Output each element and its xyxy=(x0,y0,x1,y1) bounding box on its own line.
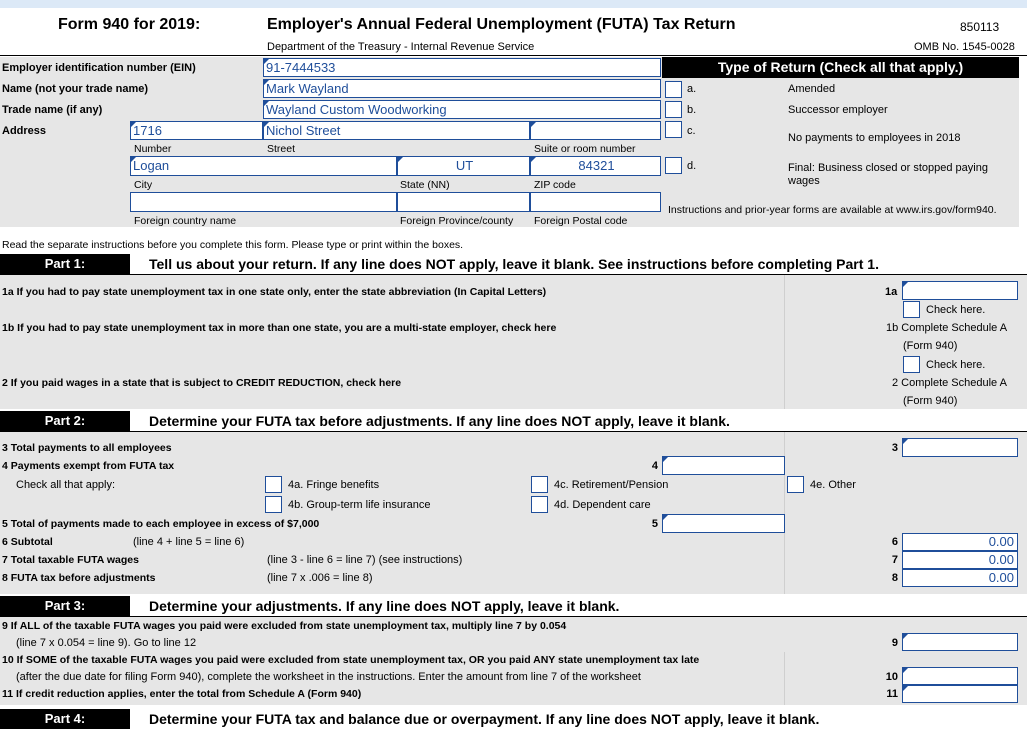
line3-field[interactable] xyxy=(902,438,1018,457)
option-b-text: Successor employer xyxy=(788,104,888,116)
line6-text: 6 Subtotal xyxy=(2,536,53,548)
line9-field[interactable] xyxy=(902,633,1018,651)
name-label: Name (not your trade name) xyxy=(2,83,149,95)
line2-text: 2 If you paid wages in a state that is subject to CREDIT REDUCTION, check here xyxy=(2,377,402,389)
line10-subtext: (after the due date for filing Form 940), complete the worksheet in the instructions. Enter the amount from line 7 of the worksheet xyxy=(16,671,641,683)
part2-label: Part 2: xyxy=(0,411,130,431)
line5-text: 5 Total of payments made to each employee in excess of $7,000 xyxy=(2,518,320,530)
ein-field[interactable]: 91-7444533 xyxy=(263,58,661,77)
header-rule xyxy=(0,55,1027,56)
line7-formula: (line 3 - line 6 = line 7) (see instructions) xyxy=(267,554,463,566)
form-code: 850113 xyxy=(960,20,1000,34)
opt4d-label: 4d. Dependent care xyxy=(554,499,651,511)
foreign-country-caption: Foreign country name xyxy=(134,215,237,227)
line9-subtext: (line 7 x 0.054 = line 9). Go to line 12 xyxy=(16,637,197,649)
line11-text: 11 If credit reduction applies, enter the total from Schedule A (Form 940) xyxy=(2,688,362,700)
line6-formula: (line 4 + line 5 = line 6) xyxy=(133,536,245,548)
trade-field[interactable]: Wayland Custom Woodworking xyxy=(263,100,661,119)
line2-right: 2 Complete Schedule A xyxy=(892,377,1007,389)
line8-num: 8 xyxy=(891,572,898,584)
part1-divider xyxy=(784,275,785,409)
amended-checkbox[interactable] xyxy=(665,81,682,98)
opt4b-label: 4b. Group-term life insurance xyxy=(288,499,431,511)
line10-text: 10 If SOME of the taxable FUTA wages you paid were excluded from state unemployment tax, OR you paid ANY state unemployment tax late xyxy=(2,654,700,666)
line9-text: 9 If ALL of the taxable FUTA wages you paid were excluded from state unemployment tax, multiply line 7 by 0.054 xyxy=(2,620,567,632)
read-note: Read the separate instructions before you complete this form. Please type or print within the boxes. xyxy=(2,239,464,251)
final-checkbox[interactable] xyxy=(665,157,682,174)
suite-field[interactable] xyxy=(530,121,661,140)
city-field[interactable]: Logan xyxy=(130,156,397,176)
line6-value: 0.00 xyxy=(902,533,1018,551)
instructions-note: Instructions and prior-year forms are available at www.irs.gov/form940. xyxy=(668,204,997,216)
state-caption: State (NN) xyxy=(400,179,450,191)
part3-bar xyxy=(0,596,1027,616)
line2-checkbox[interactable] xyxy=(903,356,920,373)
line7-text: 7 Total taxable FUTA wages xyxy=(2,554,139,566)
option-a-text: Amended xyxy=(788,83,836,95)
line1a-num: 1a xyxy=(885,286,898,298)
address-label: Address xyxy=(2,125,47,137)
number-caption: Number xyxy=(134,143,172,155)
street-caption: Street xyxy=(267,143,296,155)
line2-form940: (Form 940) xyxy=(903,395,958,407)
part1-title: Tell us about your return. If any line does NOT apply, leave it blank. See instructions before completing Part 1. xyxy=(149,256,879,272)
line11-num: 11 xyxy=(886,688,898,700)
line1a-text: 1a If you had to pay state unemployment tax in one state only, enter the state abbreviation (In Capital Letters) xyxy=(2,286,547,298)
check-all-label: Check all that apply: xyxy=(16,479,116,491)
part4-label: Part 4: xyxy=(0,709,130,729)
line1b-form940: (Form 940) xyxy=(903,340,958,352)
line9-num: 9 xyxy=(891,637,898,649)
opt4a-label: 4a. Fringe benefits xyxy=(288,479,380,491)
line10-num: 10 xyxy=(885,671,898,683)
zip-field[interactable]: 84321 xyxy=(530,156,661,176)
type-of-return-heading: Type of Return (Check all that apply.) xyxy=(662,57,1019,78)
line8-text: 8 FUTA tax before adjustments xyxy=(2,572,156,584)
line3-num: 3 xyxy=(891,442,898,454)
line5-num: 5 xyxy=(651,518,658,530)
line7-value: 0.00 xyxy=(902,551,1018,569)
name-field[interactable]: Mark Wayland xyxy=(263,79,661,98)
line5-field[interactable] xyxy=(662,514,785,533)
part3-title: Determine your adjustments. If any line does NOT apply, leave it blank. xyxy=(149,598,620,614)
line6-num: 6 xyxy=(891,536,898,548)
state-field[interactable]: UT xyxy=(397,156,530,176)
option-a-letter: a. xyxy=(687,83,697,95)
part4-bar xyxy=(0,709,1027,729)
form-label: Form 940 for 2019: xyxy=(58,16,201,33)
foreign-province-caption: Foreign Province/county xyxy=(400,215,514,227)
department: Department of the Treasury - Internal Revenue Service xyxy=(267,41,535,53)
part2-bar xyxy=(0,411,1027,431)
part1-label: Part 1: xyxy=(0,254,130,274)
foreign-postal-field[interactable] xyxy=(530,192,661,212)
line4-field[interactable] xyxy=(662,456,785,475)
trade-label: Trade name (if any) xyxy=(2,104,103,116)
line7-num: 7 xyxy=(891,554,898,566)
line1b-checkbox[interactable] xyxy=(903,301,920,318)
line11-field[interactable] xyxy=(902,685,1018,703)
line2-check-here: Check here. xyxy=(926,359,986,371)
foreign-province-field[interactable] xyxy=(397,192,530,212)
form-title: Employer's Annual Federal Unemployment (FUTA) Tax Return xyxy=(267,16,736,33)
line1b-text: 1b If you had to pay state unemployment tax in more than one state, you are a multi-state employer, check here xyxy=(2,322,557,334)
opt4e-label: 4e. Other xyxy=(810,479,856,491)
option-b-letter: b. xyxy=(687,104,697,116)
successor-checkbox[interactable] xyxy=(665,101,682,118)
ein-label: Employer identification number (EIN) xyxy=(2,62,196,74)
line8-formula: (line 7 x .006 = line 8) xyxy=(267,572,373,584)
no-payments-checkbox[interactable] xyxy=(665,121,682,138)
foreign-country-field[interactable] xyxy=(130,192,397,212)
option-c-letter: c. xyxy=(687,125,696,137)
foreign-postal-caption: Foreign Postal code xyxy=(534,215,628,227)
option-d-text: Final: Business closed or stopped paying wages xyxy=(788,162,988,187)
option-d-letter: d. xyxy=(687,160,697,172)
other-checkbox[interactable] xyxy=(787,476,804,493)
opt4c-label: 4c. Retirement/Pension xyxy=(554,479,669,491)
part1-bar xyxy=(0,254,1027,274)
dependent-care-checkbox[interactable] xyxy=(531,496,548,513)
top-strip xyxy=(0,0,1027,8)
group-term-checkbox[interactable] xyxy=(265,496,282,513)
omb-number: OMB No. 1545-0028 xyxy=(914,41,1015,53)
street-field[interactable]: Nichol Street xyxy=(263,121,530,140)
line8-value: 0.00 xyxy=(902,569,1018,587)
line4-text: 4 Payments exempt from FUTA tax xyxy=(2,460,175,472)
line10-field[interactable] xyxy=(902,667,1018,685)
zip-caption: ZIP code xyxy=(534,179,576,191)
line1b-right: 1b Complete Schedule A xyxy=(886,322,1008,334)
retirement-checkbox[interactable] xyxy=(531,476,548,493)
part2-title: Determine your FUTA tax before adjustments. If any line does NOT apply, leave it blank. xyxy=(149,413,730,429)
option-c-text: No payments to employees in 2018 xyxy=(788,132,961,144)
line4-num: 4 xyxy=(651,460,658,472)
part2-body xyxy=(0,432,1027,594)
part3-divider xyxy=(784,652,785,705)
number-field[interactable]: 1716 xyxy=(130,121,263,140)
city-caption: City xyxy=(134,179,153,191)
fringe-checkbox[interactable] xyxy=(265,476,282,493)
part4-title: Determine your FUTA tax and balance due or overpayment. If any line does NOT apply, leave it blank. xyxy=(149,711,820,727)
suite-caption: Suite or room number xyxy=(534,143,636,155)
line1b-check-here: Check here. xyxy=(926,304,986,316)
line3-text: 3 Total payments to all employees xyxy=(2,442,172,454)
line1a-state-field[interactable] xyxy=(902,281,1018,300)
part3-label: Part 3: xyxy=(0,596,130,616)
